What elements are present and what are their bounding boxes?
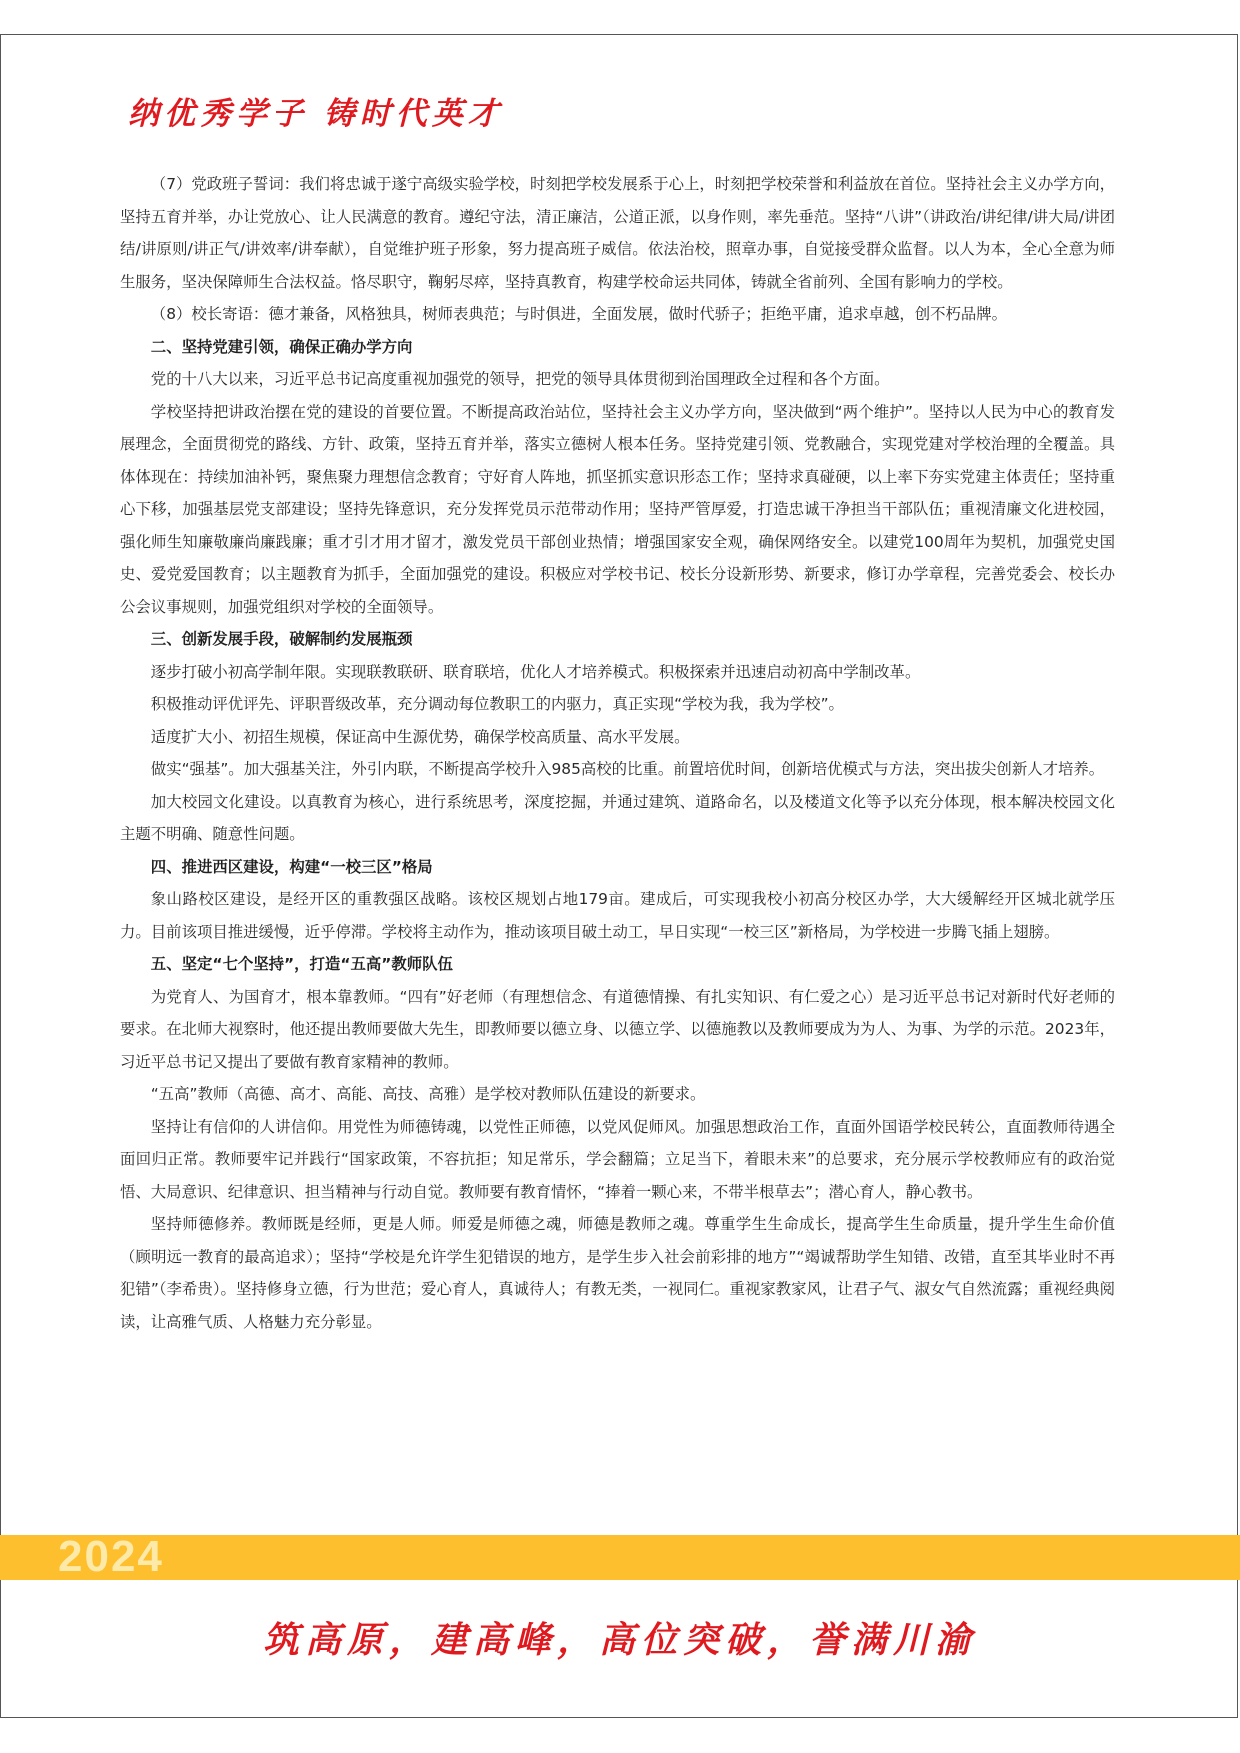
paragraph-oath: （7）党政班子誓词：我们将忠诚于遂宁高级实验学校，时刻把学校发展系于心上，时刻把学校荣誉和利益放在首位。坚持社会主义办学方向，坚持五育并举，办让党放心、让人民满意的教育。遵纪守法，清正廉洁，公道正派，以身作则，率先垂范。坚持“八讲”（讲政治/讲纪律/讲大局/讲团结/讲原则/讲正气/讲效率/讲奉献），自觉维护班子形象，努力提高班子威信。依法治校，照章办事，自觉接受群众监督。以人为本，全心全意为师生服务，坚决保障师生合法权益。恪尽职守，鞠躬尽瘁，坚持真教育，构建学校命运共同体，铸就全省前列、全国有影响力的学校。 xyxy=(120,175,1115,291)
paragraph: 逐步打破小初高学制年限。实现联教联研、联育联培，优化人才培养模式。积极探索并迅速启动初高中学制改革。 xyxy=(150,662,921,681)
paragraph: 积极推动评优评先、评职晋级改革，充分调动每位教职工的内驱力，真正实现“学校为我，我为学校”。 xyxy=(150,695,844,713)
paragraph: 象山路校区建设，是经开区的重教强区战略。该校区规划占地179亩。建成后，可实现我校小初高分校区办学，大大缓解经开区城北就学压力。目前该项目推进缓慢，近乎停滞。学校将主动作为，推动该项目破土动工，早日实现“一校三区”新格局，为学校进一步腾飞插上翅膀。 xyxy=(120,890,1115,941)
paragraph: 坚持让有信仰的人讲信仰。用党性为师德铸魂，以党性正师德，以党风促师风。加强思想政治工作，直面外国语学校民转公，直面教师待遇全面回归正常。教师要牢记并践行“国家政策，不容抗拒；知足常乐，学会翻篇；立足当下，着眼未来”的总要求，充分展示学校教师应有的政治觉悟、大局意识、纪律意识、担当精神与行动自觉。教师要有教育情怀，“捧着一颗心来，不带半根草去”；潜心育人，静心教书。 xyxy=(120,1117,1115,1201)
footer-slogan: 筑高原，建高峰，高位突破，誉满川渝 xyxy=(262,1619,977,1661)
paragraph: “五高”教师（高德、高才、高能、高技、高雅）是学校对教师队伍建设的新要求。 xyxy=(150,1085,706,1103)
paragraph: 加大校园文化建设。以真教育为核心，进行系统思考，深度挖掘，并通过建筑、道路命名，以及楼道文化等予以充分体现，根本解决校园文化主题不明确、随意性问题。 xyxy=(120,792,1115,843)
header-slogan: 纳优秀学子 铸时代英才 xyxy=(128,96,504,132)
paragraph: 坚持师德修养。教师既是经师，更是人师。师爱是师德之魂，师德是教师之魂。尊重学生生命成长，提高学生生命质量，提升学生生命价值（顾明远一教育的最高追求）；坚持“学校是允许学生犯错误的地方，是学生步入社会前彩排的地方”“竭诚帮助学生知错、改错，直至其毕业时不再犯错”（李希贵）。坚持修身立德，行为世范；爱心育人，真诚待人；有教无类，一视同仁。重视家教家风，让君子气、淑女气自然流露；重视经典阅读，让高雅气质、人格魅力充分彰显。 xyxy=(120,1215,1115,1331)
section-heading: 二、坚持党建引领，确保正确办学方向 xyxy=(150,337,413,356)
section-heading: 四、推进西区建设，构建“一校三区”格局 xyxy=(150,857,433,876)
paragraph: 为党育人、为国育才，根本靠教师。“四有”好老师（有理想信念、有道德情操、有扎实知识、有仁爱之心）是习近平总书记对新时代好老师的要求。在北师大视察时，他还提出教师要做大先生，即教师要以德立身、以德立学、以德施教以及教师要成为为人、为事、为学的示范。2023年，习近平总书记又提出了要做有教育家精神的教师。 xyxy=(120,987,1115,1071)
paragraph: 党的十八大以来，习近平总书记高度重视加强党的领导，把党的领导具体贯彻到治国理政全过程和各个方面。 xyxy=(150,370,890,388)
paragraph: 做实“强基”。加大强基关注，外引内联，不断提高学校升入985高校的比重。前置培优时间，创新培优模式与方法，突出拔尖创新人才培养。 xyxy=(150,760,1105,778)
paragraph: 适度扩大小、初招生规模，保证高中生源优势，确保学校高质量、高水平发展。 xyxy=(150,727,690,746)
article-body xyxy=(120,168,1115,1338)
section-heading: 五、坚定“七个坚持”，打造“五高”教师队伍 xyxy=(150,955,453,973)
paragraph-principal-message: （8）校长寄语：德才兼备，风格独具，树师表典范；与时俱进，全面发展，做时代骄子；拒绝平庸，追求卓越，创不朽品牌。 xyxy=(150,305,1008,323)
section-heading: 三、创新发展手段，破解制约发展瓶颈 xyxy=(150,630,413,648)
year-band xyxy=(0,1535,1240,1580)
paragraph: 学校坚持把讲政治摆在党的建设的首要位置。不断提高政治站位，坚持社会主义办学方向，坚决做到“两个维护”。坚持以人民为中心的教育发展理念，全面贯彻党的路线、方针、政策，坚持五育并举，落实立德树人根本任务。坚持党建引领、党教融合，实现党建对学校治理的全覆盖。具体体现在：持续加油补钙，聚焦聚力理想信念教育；守好育人阵地，抓坚抓实意识形态工作；坚持求真碰硬，以上率下夯实党建主体责任；坚持重心下移，加强基层党支部建设；坚持先锋意识，充分发挥党员示范带动作用；坚持严管厚爱，打造忠诚干净担当干部队伍；重视清廉文化进校园，强化师生知廉敬廉尚廉践廉；重才引才用才留才，激发党员干部创业热情；增强国家安全观，确保网络安全。以建党100周年为契机，加强党史国史、爱党爱国教育；以主题教育为抓手，全面加强党的建设。积极应对学校书记、校长分设新形势、新要求，修订办学章程，完善党委会、校长办公会议事规则，加强党组织对学校的全面领导。 xyxy=(120,402,1115,616)
year-label: 2024 xyxy=(58,1532,164,1581)
